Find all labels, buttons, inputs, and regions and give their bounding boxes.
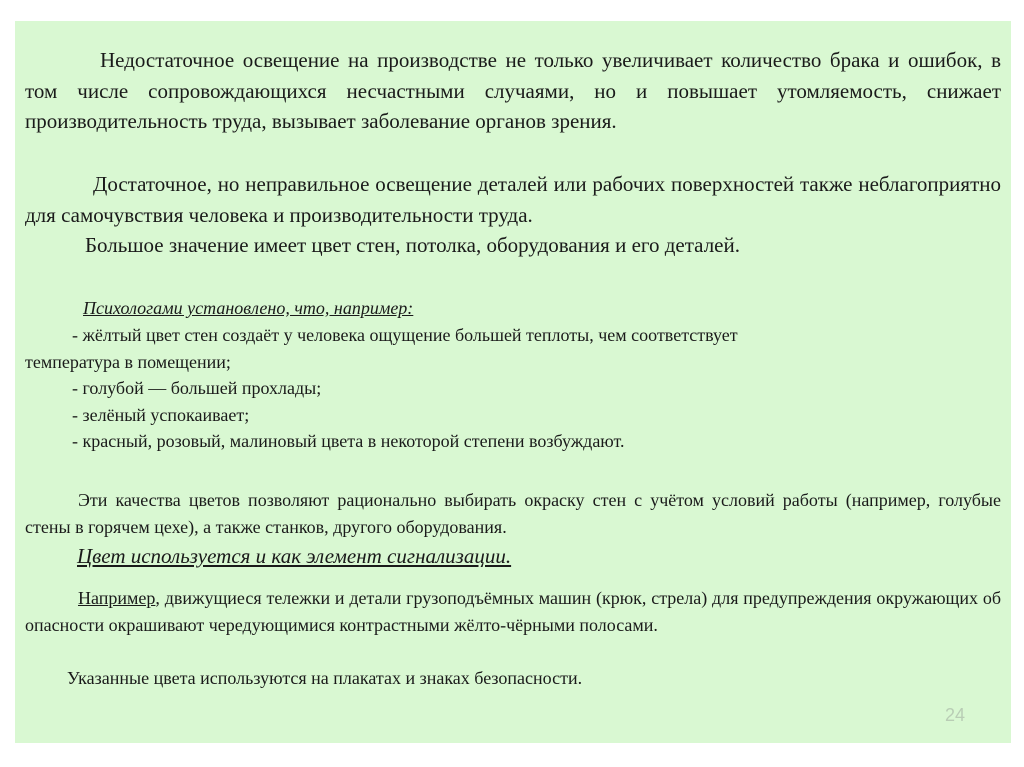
list-item: - голубой — большей прохлады; [72, 378, 322, 398]
page-number: 24 [944, 705, 965, 725]
paragraph-lighting-incorrect: Достаточное, но неправильное освещение деталей или рабочих поверхностей также неблагоприятно для самочувствия человека и производительности труда. [25, 172, 1001, 227]
list-item: - красный, розовый, малиновый цвета в некоторой степени возбуждают. [72, 431, 625, 451]
example-label: Например [78, 588, 156, 608]
list-item: - жёлтый цвет стен создаёт у человека ощущение большей теплоты, чем соответствует [72, 325, 738, 345]
color-effects-list [25, 322, 1001, 455]
paragraph-color-choice: Эти качества цветов позволяют рационально выбирать окраску стен с учётом условий работы (например, голубые стены в горячем цехе), а также станков, другого оборудования. [25, 490, 1001, 537]
paragraph-example [25, 585, 1001, 638]
paragraph-lighting-insufficient: Недостаточное освещение на производстве не только увеличивает количество брака и ошибок, в том числе сопровождающихся несчастными случаями, но и повышает утомляемость, снижает производительность труда, вызывает заболевание органов зрения. [25, 48, 1001, 133]
list-item-continuation: температура в помещении; [25, 351, 231, 372]
slide [15, 21, 1011, 743]
signal-heading: Цвет используется и как элемент сигнализации. [77, 544, 512, 568]
paragraph-color-importance: Большое значение имеет цвет стен, потолка, оборудования и его деталей. [85, 233, 740, 257]
psychologists-heading: Психологами установлено, что, например: [83, 298, 414, 318]
example-text: , движущиеся тележки и детали грузоподъёмных машин (крюк, стрела) для предупреждения окружающих об опасности окрашивают чередующимися контрастными жёлто-чёрными полосами. [25, 588, 1001, 635]
paragraph-closing: Указанные цвета используются на плакатах и знаках безопасности. [67, 668, 583, 688]
list-item: - зелёный успокаивает; [72, 404, 250, 425]
